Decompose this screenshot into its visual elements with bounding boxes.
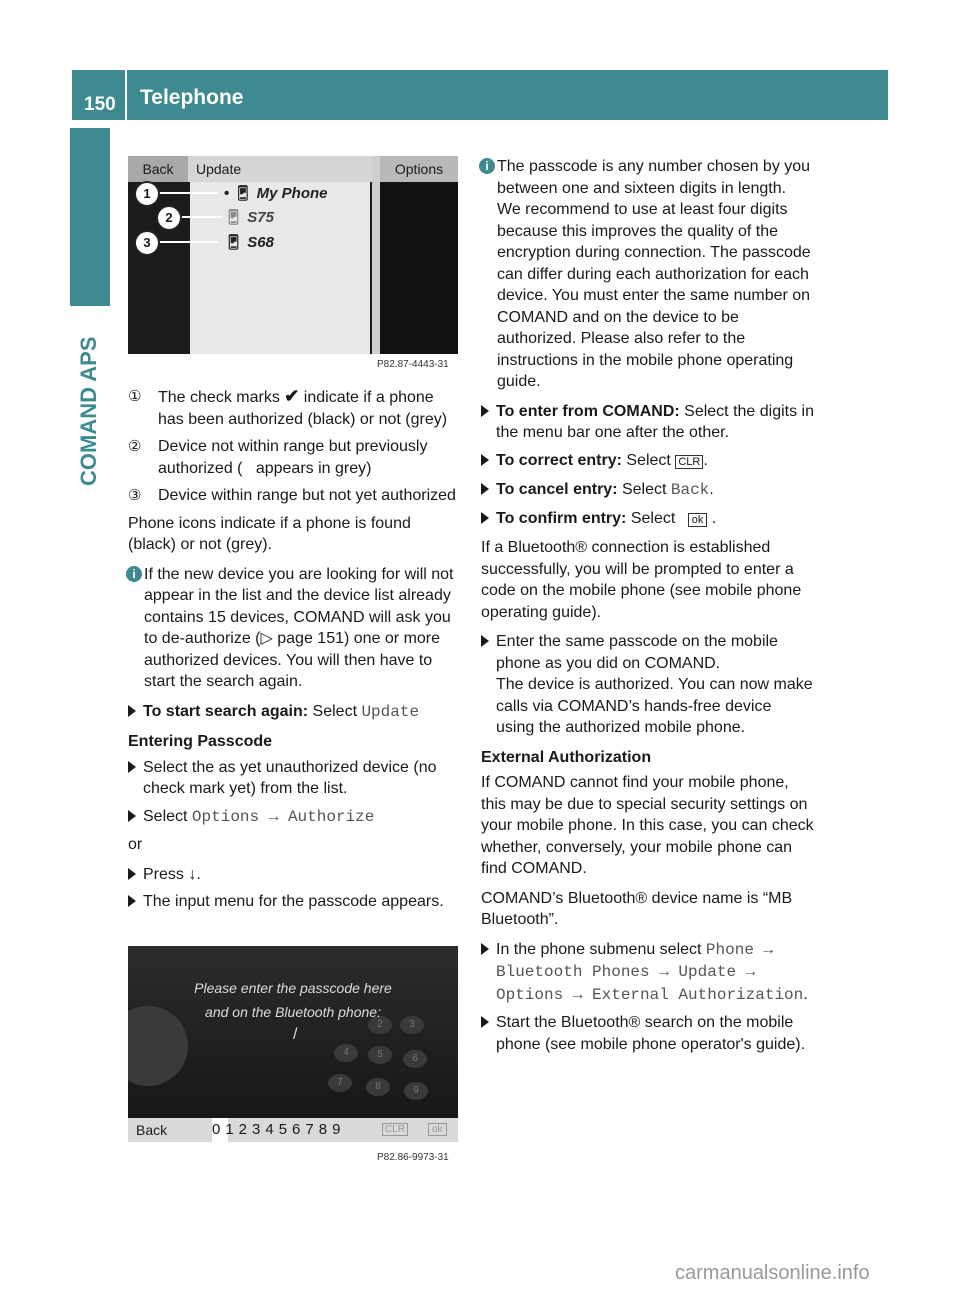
arrow-icon (481, 1016, 489, 1028)
back-button[interactable]: Back (136, 1122, 168, 1138)
instruction: To enter from COMAND: Select the digits in the menu bar one after the other. (481, 401, 814, 444)
callout-1: 1 (134, 181, 160, 207)
digit-menu-bar (128, 1118, 458, 1142)
list-item: ① The check marks ✔ indicate if a phone has been authorized (black) or not (grey) (128, 386, 448, 428)
callout-3: 3 (134, 230, 160, 256)
instruction: Start the Bluetooth® search on the mobile phone (see mobile phone operator's guide). (481, 1012, 814, 1055)
instruction: Select the as yet unauthorized device (no check mark yet) from the list. (128, 757, 460, 800)
arrow-icon (128, 868, 136, 880)
passcode-cursor: / (293, 1026, 298, 1043)
instruction: The input menu for the passcode appears. (128, 891, 460, 913)
keypad-key: 9 (404, 1082, 428, 1100)
figure-caption: P82.87-4443-31 (377, 359, 449, 370)
instruction: Enter the same passcode on the mobile phone as you did on COMAND. The device is authorized. You can now make calls via COMAND’s hands-free device using the authorized mobile phone. (481, 631, 814, 739)
paragraph: If COMAND cannot find your mobile phone, this may be due to special security settings on your mobile phone. In this case, you can check whether, conversely, your mobile phone can find COMAND. (481, 774, 814, 877)
info-icon: i (479, 158, 495, 174)
watermark: carmanualsonline.info (675, 1262, 870, 1284)
list-item: ③ Device within range but not yet authorized (128, 487, 456, 504)
update-button[interactable]: Update (196, 161, 242, 177)
instruction: Press ↓. (128, 864, 460, 886)
list-item[interactable]: • 📱︎ My Phone (224, 185, 328, 202)
passcode-screen (128, 946, 458, 1142)
keypad-key: 8 (366, 1078, 390, 1096)
instruction: To confirm entry: Select ok . (481, 508, 814, 532)
arrow-icon (481, 512, 489, 524)
scrollbar[interactable] (372, 156, 380, 354)
keypad-key: 7 (328, 1074, 352, 1092)
options-panel (380, 182, 458, 354)
page-number: 150 (84, 94, 116, 115)
arrow-icon (128, 705, 136, 717)
list-item[interactable]: 📱︎ S75 (224, 209, 274, 226)
paragraph: COMAND’s Bluetooth® device name is “MB Bluetooth”. (481, 889, 793, 928)
section-heading: External Authorization (481, 748, 652, 766)
paragraph: or (128, 836, 143, 853)
arrow-icon (481, 405, 489, 417)
section-heading: Entering Passcode (128, 733, 273, 750)
keypad-key: 3 (400, 1016, 424, 1034)
info-note: i The passcode is any number chosen by you between one and sixteen digits in length. We recommend to use at least four digits because this improves the quality of the encryption during connection. The passcode can differ during each authorization for each device. You must enter the same number on COMAND and on the device to be authorized. Please also refer to the instructions in the mobile phone operating guide. (481, 156, 814, 393)
keypad-key: 5 (368, 1046, 392, 1064)
device-list (190, 182, 370, 354)
check-mark-icon: ✔ (284, 386, 300, 406)
figure-caption: P82.86-9973-31 (377, 1152, 449, 1163)
clr-icon: CLR (675, 455, 703, 469)
instruction: To start search again: Select Update (128, 701, 460, 724)
arrow-icon (128, 895, 136, 907)
left-column (128, 386, 460, 919)
keypad-key: 4 (334, 1044, 358, 1062)
ok-button[interactable]: ok (428, 1123, 447, 1136)
info-icon: i (126, 566, 142, 582)
side-tab (70, 128, 110, 306)
list-item[interactable]: 📱︎ S68 (224, 234, 274, 251)
callout-2: 2 (156, 205, 182, 231)
options-button[interactable]: Options (380, 156, 458, 182)
header-divider (125, 70, 127, 120)
device-list-screen (128, 156, 458, 354)
right-column (481, 156, 814, 1061)
arrow-icon (128, 761, 136, 773)
arrow-icon (481, 943, 489, 955)
arrow-icon (128, 810, 136, 822)
arrow-icon (481, 483, 489, 495)
info-note: i If the new device you are looking for will not appear in the list and the device list already contains 15 devices, COMAND will ask you to de-authorize (▷ page 151) one or more authorized devices. You will then have to start the search again. (128, 564, 460, 693)
arrow-icon (481, 635, 489, 647)
ok-icon: ok (688, 513, 708, 527)
keypad-key: 2 (368, 1016, 392, 1034)
digit-buttons[interactable]: 0123456789 (212, 1121, 346, 1138)
instruction: In the phone submenu select Phone → Bluetooth Phones → Update → Options → External Authorization. (481, 939, 814, 1007)
page-title: Telephone (140, 86, 244, 109)
keypad-key: 6 (403, 1050, 427, 1068)
paragraph: Phone icons indicate if a phone is found (black) or not (grey). (128, 514, 411, 553)
side-label: COMAND APS (76, 336, 101, 486)
instruction: Select Options → Authorize (128, 806, 460, 829)
clr-button[interactable]: CLR (382, 1123, 408, 1136)
side-label-box (74, 310, 110, 490)
back-button[interactable]: Back (128, 156, 188, 182)
instruction: To cancel entry: Select Back. (481, 479, 814, 502)
instruction: To correct entry: Select CLR . (481, 450, 814, 474)
item-number: ① (128, 388, 142, 405)
paragraph: If a Bluetooth® connection is established successfully, you will be prompted to enter a code on the mobile phone (see mobile phone operating guide). (481, 539, 802, 621)
passcode-prompt: Please enter the passcode here and on the Bluetooth phone: (194, 980, 392, 1020)
list-item: ② Device not within range but previously authorized ( appears in grey) (128, 438, 428, 477)
arrow-icon (481, 454, 489, 466)
